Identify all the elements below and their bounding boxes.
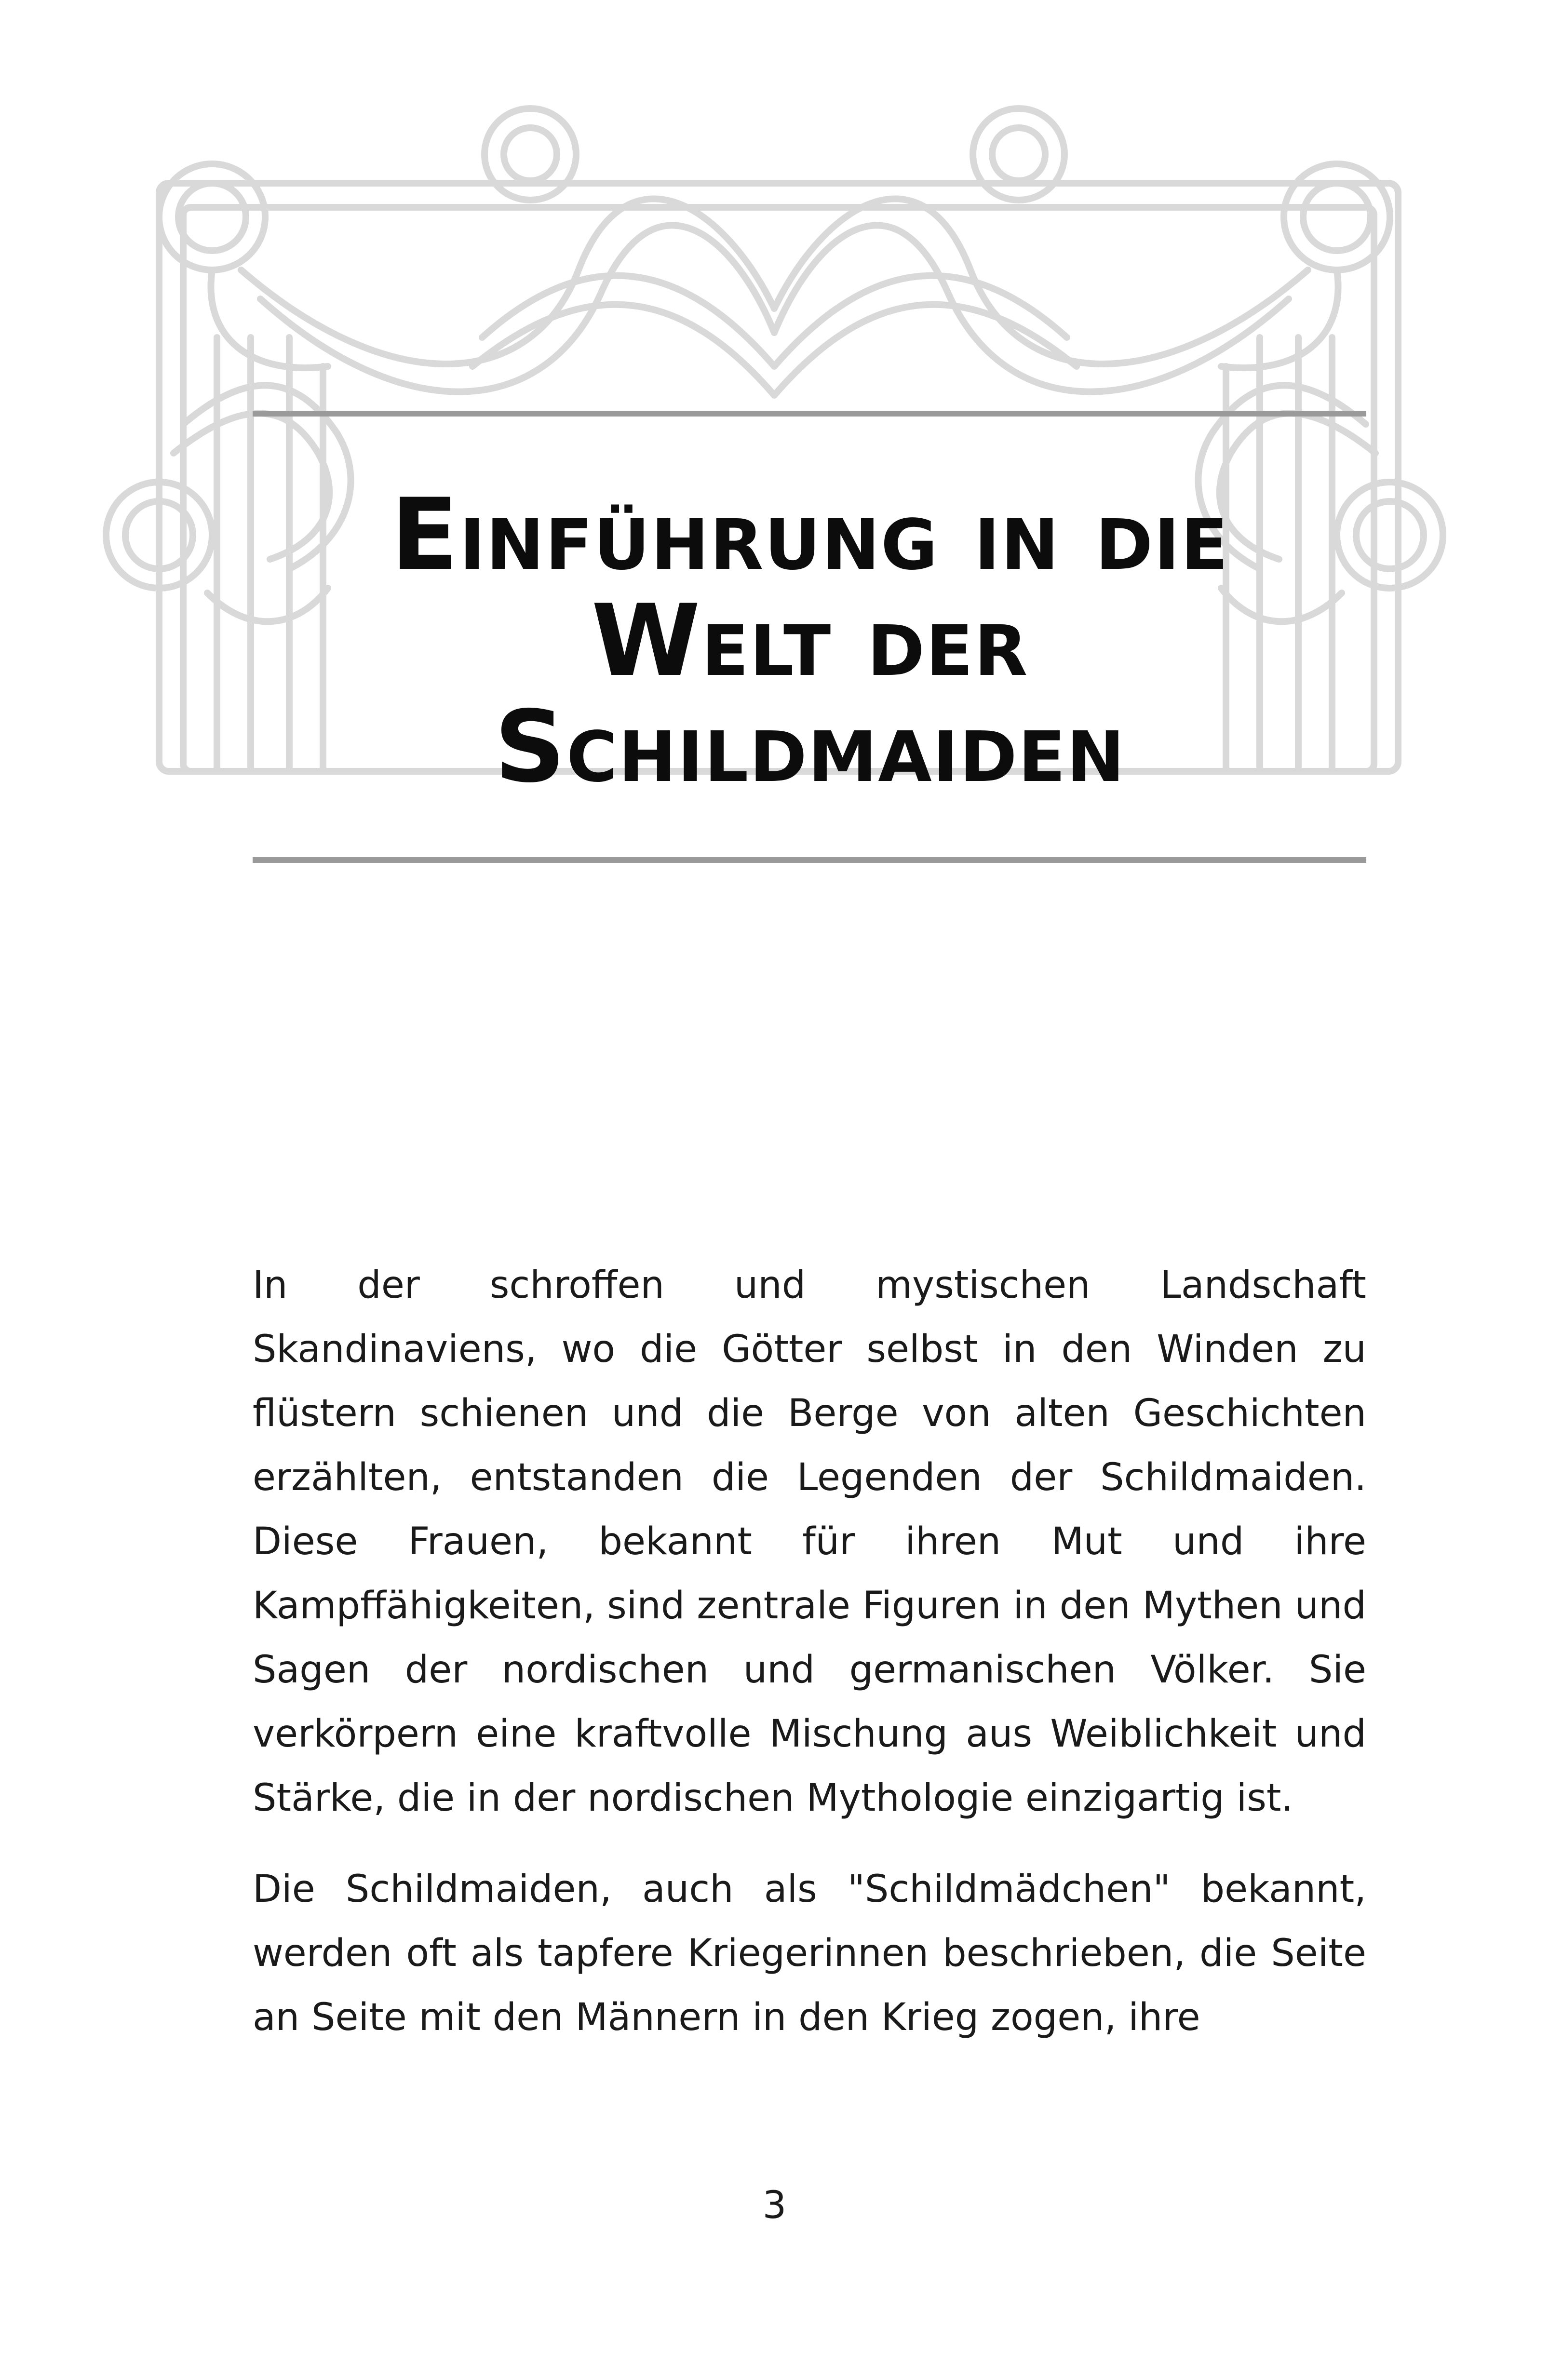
title-rule-bottom	[253, 857, 1366, 863]
chapter-title: Einführung in die Welt der Schildmaiden	[391, 478, 1229, 805]
page-number: 3	[762, 2184, 787, 2227]
paragraph: In der schroffen und mystischen Landschaft Skandinaviens, wo die Götter selbst in den Winden zu flüstern schienen und die Berge von alten Geschichten erzählten, entstanden die Legenden der Schildmaiden. Diese Frauen, bekannt für ihren Mut und ihre Kampffähigkeiten, sind zentrale Figuren in den Mythen und Sagen der nordischen und germanischen Völker. Sie verkörpern eine kraftvolle Mischung aus Weiblichkeit und Stärke, die in der nordischen Mythologie einzigartig ist.	[253, 1264, 1366, 1820]
title-rule-top	[253, 411, 1366, 417]
paragraph: Die Schildmaiden, auch als "Schildmädchen" bekannt, werden oft als tapfere Kriegerinnen beschrieben, die Seite an Seite mit den Männern in den Krieg zogen, ihre	[253, 1868, 1366, 2039]
body-text	[253, 1253, 1366, 2077]
